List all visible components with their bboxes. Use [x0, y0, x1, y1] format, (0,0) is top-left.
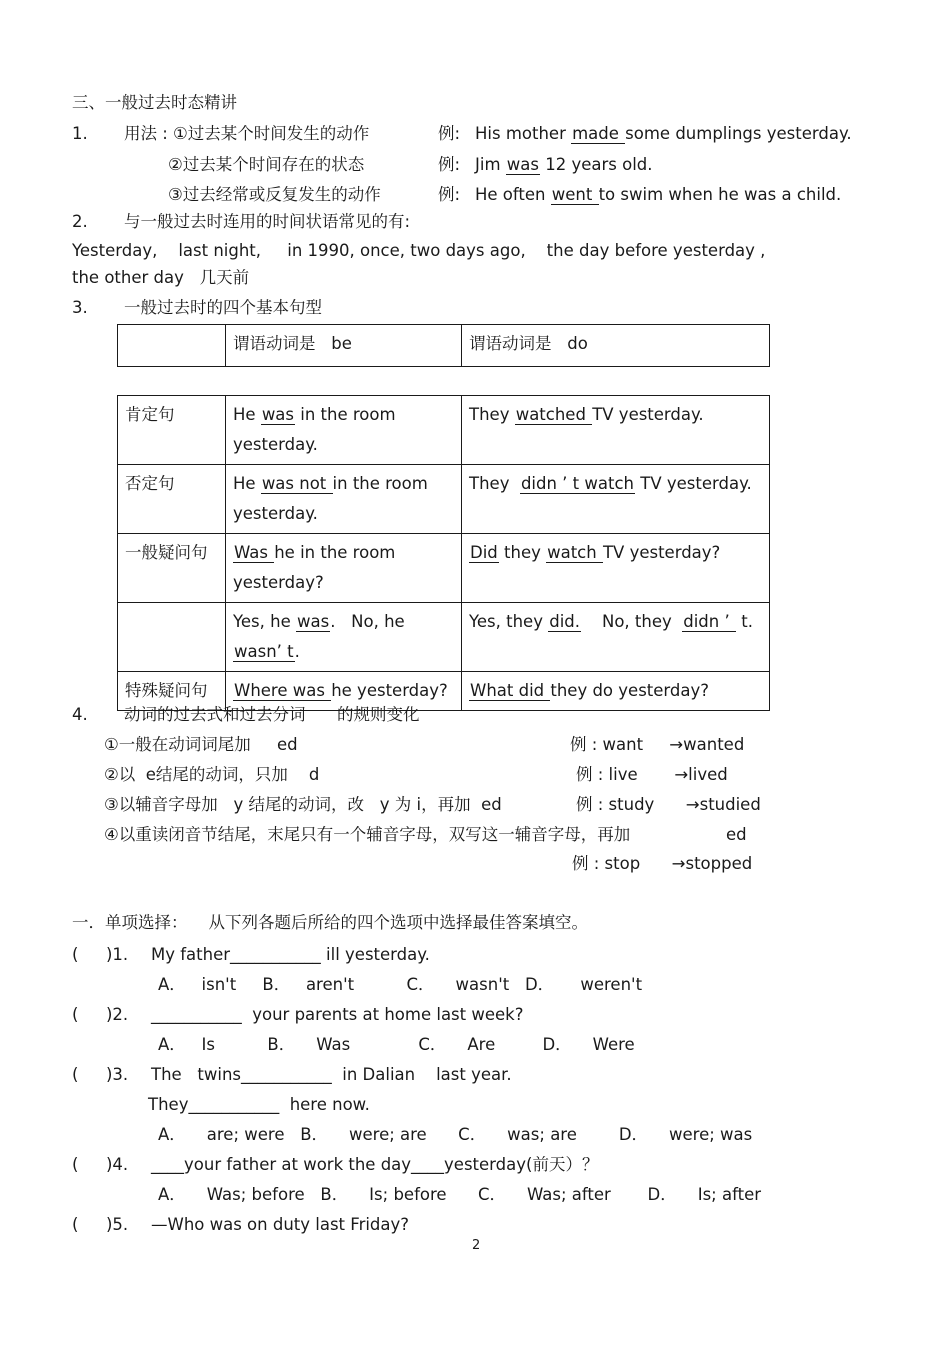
section-title: 三、一般过去时态精讲 [72, 93, 237, 112]
rule-text: ④以重读闭音节结尾，末尾只有一个辅音字母，双写这一辅音字母，再加 [104, 825, 631, 844]
question-number: )1. [106, 945, 129, 964]
question-stem: ___________ your parents at home last week? [151, 1005, 524, 1024]
question-stem: My father___________ ill yesterday. [151, 945, 430, 964]
question-number: )4. [106, 1155, 129, 1174]
question-number: )5. [106, 1215, 129, 1234]
example-sentence: His mother made some dumplings yesterday. [475, 124, 852, 143]
usage-rule: ①过去某个时间发生的动作 [173, 124, 370, 143]
rule-text: ②以 e结尾的动词，只加 d [104, 765, 320, 784]
example-label: 例: [438, 185, 461, 204]
row-label: 否定句 [118, 465, 226, 534]
question-options: A． Is B． Was C． Are D． Were [158, 1035, 635, 1054]
do-cell: Yes, they did. No, they didn ’ t. [462, 603, 770, 672]
be-cell: He was in the room yesterday. [226, 396, 462, 465]
question-stem: ____your father at work the day____yesterday(前天）？ [151, 1155, 599, 1174]
question-stem-line2: They___________ here now. [148, 1095, 370, 1114]
page-number: 2 [472, 1238, 481, 1253]
table-row [118, 396, 770, 465]
do-cell: Did they watch TV yesterday? [462, 534, 770, 603]
rule-suffix: ed [726, 825, 747, 844]
table-header-do: 谓语动词是 do [462, 325, 770, 367]
rule-example: 例 : stop →stopped [572, 854, 753, 873]
paragraph-heading: 动词的过去式和过去分词 的规则变化 [124, 705, 420, 724]
do-cell: They watched TV yesterday. [462, 396, 770, 465]
do-cell: What did they do yesterday? [462, 672, 770, 711]
rule-example: 例 : study →studied [576, 795, 761, 814]
be-cell: He was not in the room yesterday. [226, 465, 462, 534]
rule-example: 例 : live →lived [576, 765, 728, 784]
exercise-title: 一．单项选择： 从下列各题后所给的四个选项中选择最佳答案填空。 [72, 913, 588, 932]
answer-paren: ( [72, 1065, 79, 1084]
question-number: )3. [106, 1065, 129, 1084]
row-label: 特殊疑问句 [118, 672, 226, 711]
rule-text: ③以辅音字母加 y 结尾的动词，改 y 为 i，再加 ed [104, 795, 502, 814]
item-number: 2. [72, 212, 88, 231]
answer-paren: ( [72, 1005, 79, 1024]
adverbial-list: the other day 几天前 [72, 268, 250, 287]
do-cell: They didn ’ t watch TV yesterday. [462, 465, 770, 534]
be-cell: Where was he yesterday? [226, 672, 462, 711]
question-options: A． are; were B． were; are C． was; are D． were; was [158, 1125, 753, 1144]
row-label: 肯定句 [118, 396, 226, 465]
table-header-be: 谓语动词是 be [226, 325, 462, 367]
item-number: 3. [72, 298, 88, 317]
table-row [118, 603, 770, 672]
rule-text: ①一般在动词词尾加 ed [104, 735, 298, 754]
usage-rule: ②过去某个时间存在的状态 [168, 155, 365, 174]
be-cell: Was he in the room yesterday? [226, 534, 462, 603]
answer-paren: ( [72, 945, 79, 964]
table-row [118, 534, 770, 603]
header-table [117, 324, 770, 367]
example-label: 例: [438, 155, 461, 174]
question-stem: —Who was on duty last Friday? [151, 1215, 410, 1234]
usage-rule: ③过去经常或反复发生的动作 [168, 185, 381, 204]
paragraph-heading: 与一般过去时连用的时间状语常见的有: [124, 212, 411, 231]
question-options: A． isn't B． aren't C． wasn't D． weren't [158, 975, 643, 994]
table-cell [118, 325, 226, 367]
example-sentence: Jim was 12 years old. [475, 155, 653, 174]
item-number: 1. [72, 124, 88, 143]
rule-example: 例 : want →wanted [570, 735, 745, 754]
be-cell: Yes, he was. No, he wasn’ t. [226, 603, 462, 672]
question-options: A． Was; before B． Is; before C． Was; after D． Is; after [158, 1185, 762, 1204]
example-sentence: He often went to swim when he was a child. [475, 185, 842, 204]
row-label: 一般疑问句 [118, 534, 226, 603]
row-label [118, 603, 226, 672]
table-row [118, 465, 770, 534]
question-stem: The twins___________ in Dalian last year. [151, 1065, 512, 1084]
example-label: 例: [438, 124, 461, 143]
paragraph-heading: 一般过去时的四个基本句型 [124, 298, 322, 317]
question-number: )2. [106, 1005, 129, 1024]
usage-label: 用法 : [124, 124, 168, 143]
answer-paren: ( [72, 1155, 79, 1174]
item-number: 4. [72, 705, 88, 724]
sentence-pattern-table [117, 395, 770, 711]
answer-paren: ( [72, 1215, 79, 1234]
adverbial-list: Yesterday, last night, in 1990, once, two days ago, the day before yesterday , [72, 241, 766, 260]
